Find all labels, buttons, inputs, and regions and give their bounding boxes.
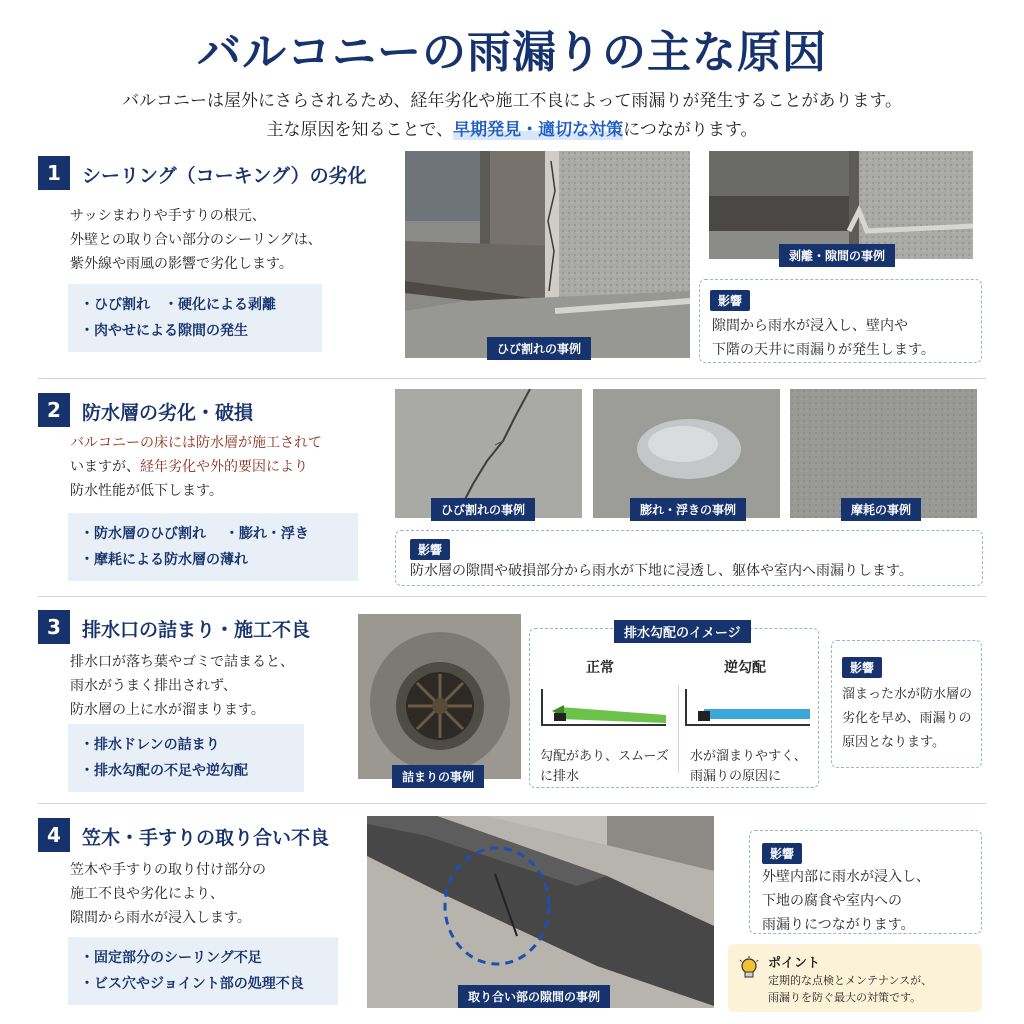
photo-caption: ひび割れの事例	[431, 498, 535, 521]
diagram-line: 雨漏りの原因に	[690, 769, 782, 784]
coping-joint-photo	[367, 816, 714, 1008]
diagram-title: 排水勾配のイメージ	[614, 620, 751, 643]
normal-text	[540, 747, 669, 787]
body-line: 笠木や手すりの取り付け部分の	[70, 862, 266, 878]
effect-tag: 影響	[710, 290, 750, 311]
body-line: 排水口が落ち葉やゴミで詰まると、	[70, 654, 294, 670]
section-number: 1	[38, 156, 70, 190]
effect-line: 劣化を早め、雨漏りの	[842, 711, 972, 726]
body-line: 隙間から雨水が浸入します。	[70, 910, 251, 926]
photo-caption: 詰まりの事例	[392, 765, 484, 788]
drain-slope-diagram	[529, 628, 819, 788]
effect-line: 雨漏りにつながります。	[762, 917, 915, 933]
lightbulb-icon	[738, 956, 760, 982]
effect-text	[762, 865, 930, 937]
point-item: ・排水ドレンの詰まり	[80, 737, 220, 753]
key-points	[68, 724, 304, 792]
effect-tag: 影響	[762, 843, 802, 864]
point-item: ・肉やせによる隙間の発生	[80, 323, 248, 339]
diagram-line: 勾配があり、スムーズ	[540, 749, 669, 764]
section-heading: シーリング（コーキング）の劣化	[82, 165, 367, 187]
body-line: 防水層の上に水が溜まります。	[70, 702, 265, 718]
effect-line: 溜まった水が防水層の	[842, 687, 973, 702]
body-line: サッシまわりや手すりの根元、	[70, 208, 266, 224]
effect-box	[395, 530, 983, 586]
body-line: 紫外線や雨風の影響で劣化します。	[70, 256, 293, 272]
point-title: ポイント	[768, 956, 821, 971]
photo-caption: 摩耗の事例	[841, 498, 921, 521]
key-points	[68, 937, 338, 1005]
body-line: 外壁との取り合い部分のシーリングは、	[70, 232, 322, 248]
point-line: 定期的な点検とメンテナンスが、	[768, 974, 933, 987]
effect-box	[699, 279, 982, 363]
section-divider	[38, 803, 986, 804]
photo-caption: ひび割れの事例	[487, 337, 591, 360]
section-divider	[38, 596, 986, 597]
intro-line-1: バルコニーは屋外にさらされるため、経年劣化や施工不良によって雨漏りが発生することがあります。	[122, 91, 902, 111]
effect-text	[842, 683, 972, 755]
section-body	[70, 431, 322, 503]
body-text: いますが、	[70, 459, 140, 475]
section-heading: 笠木・手すりの取り合い不良	[82, 827, 330, 849]
section-divider	[38, 378, 986, 379]
photo-caption: 膨れ・浮きの事例	[630, 498, 746, 521]
point-item: ・摩耗による防水層の薄れ	[80, 552, 248, 568]
point-item: ・防水層のひび割れ ・膨れ・浮き	[80, 526, 309, 542]
body-text-red: 経年劣化や外的要因により	[140, 459, 308, 475]
body-line: 防水性能が低下します。	[70, 483, 223, 499]
normal-label: 正常	[586, 660, 614, 676]
sealant-crack-photo	[405, 151, 690, 358]
body-line: バルコニーの床には防水層が施工されて	[70, 435, 322, 451]
point-item: ・固定部分のシーリング不足	[80, 950, 262, 966]
point-item: ・ビス穴やジョイント部の処理不良	[80, 976, 304, 992]
effect-line: 隙間から雨水が浸入し、壁内や	[712, 318, 908, 334]
photo-caption: 剥離・隙間の事例	[779, 244, 895, 267]
body-line	[70, 455, 322, 479]
section-heading: 防水層の劣化・破損	[82, 402, 254, 424]
reverse-label: 逆勾配	[724, 660, 766, 676]
page-title: バルコニーの雨漏りの主な原因	[197, 27, 827, 78]
key-points	[68, 513, 358, 581]
effect-line: 原因となります。	[842, 735, 945, 750]
section-number: 4	[38, 818, 70, 852]
effect-line: 下階の天井に雨漏りが発生します。	[712, 342, 935, 358]
effect-tag: 影響	[410, 539, 450, 560]
intro-line-2-post: につながります。	[623, 120, 758, 140]
effect-box	[749, 830, 982, 934]
reverse-text	[690, 747, 807, 787]
point-text	[768, 972, 932, 1006]
body-line: 雨水がうまく排出されず、	[70, 678, 237, 694]
section-number: 2	[38, 393, 70, 427]
point-box	[728, 944, 982, 1012]
section-body	[70, 858, 266, 930]
effect-line: 外壁内部に雨水が浸入し、	[762, 869, 930, 885]
effect-text: 防水層の隙間や破損部分から雨水が下地に浸透し、躯体や室内へ雨漏りします。	[410, 563, 913, 579]
key-points	[68, 284, 322, 352]
effect-tag: 影響	[842, 657, 882, 678]
effect-text	[712, 314, 935, 362]
diagram-line: 水が溜まりやすく、	[690, 749, 807, 764]
intro-highlight: 早期発見・適切な対策	[453, 120, 624, 140]
point-item: ・排水勾配の不足や逆勾配	[80, 763, 248, 779]
effect-line: 下地の腐食や室内への	[762, 893, 902, 909]
diagram-line: に排水	[540, 769, 580, 784]
photo-caption: 取り合い部の隙間の事例	[458, 985, 610, 1008]
section-number: 3	[38, 610, 70, 644]
drain-clog-photo	[358, 614, 521, 779]
intro-line-2-pre: 主な原因を知ることで、	[266, 120, 454, 140]
peeling-gap-photo	[709, 151, 973, 259]
intro-line-2	[0, 115, 1024, 140]
section-heading: 排水口の詰まり・施工不良	[82, 619, 311, 641]
section-body	[70, 204, 322, 276]
point-line: 雨漏りを防ぐ最大の対策です。	[768, 991, 922, 1004]
body-line: 施工不良や劣化により、	[70, 886, 224, 902]
normal-slope-icon	[538, 685, 668, 735]
effect-box	[831, 640, 982, 768]
diagram-divider	[678, 685, 679, 773]
section-body	[70, 650, 294, 722]
reverse-slope-icon	[682, 685, 812, 735]
point-item: ・ひび割れ ・硬化による剥離	[80, 297, 276, 313]
